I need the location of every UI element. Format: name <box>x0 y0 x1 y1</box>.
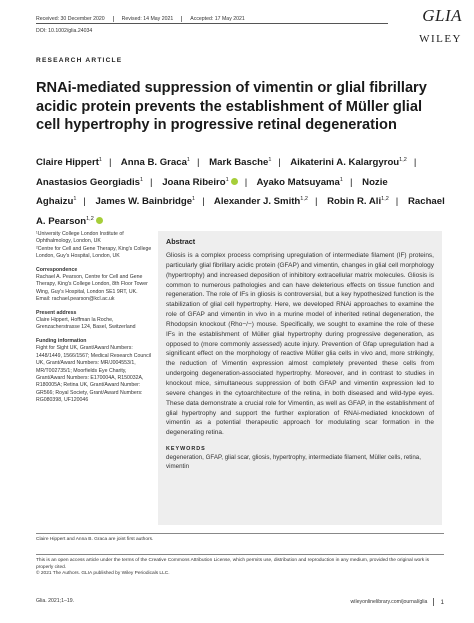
correspondence-heading: Correspondence <box>36 266 78 273</box>
doi-link[interactable]: DOI: 10.1002/glia.24034 <box>36 28 93 34</box>
abstract-box <box>158 231 442 525</box>
divider <box>36 533 444 534</box>
funding-heading: Funding information <box>36 337 87 344</box>
abstract-heading: Abstract <box>166 237 196 246</box>
author[interactable]: Ayako Matsuyama$^1$ <box>256 176 343 188</box>
joint-author-note: Claire Hippert and Anna B. Graca are joint first authors. <box>36 537 154 542</box>
page-number: 1 <box>440 598 444 606</box>
abstract-text: Gliosis is a complex process comprising upregulation of intermediate filament (IF) proteins, particularly glial fibrillary acidic protein (GFAP) and vimentin, changes in glial cell morphology (hypertrophy) and increased deposition of inhibitory extracellular matrix molecules. Gliosis is common to numerous pathologies and can have deleterious effects on tissue function and regeneration. The role of IFs in gliosis is controversial, but a key hypothesized function is the stabilization of glial cell hypertrophy. Here, we developed RNAi approaches to examine the role of GFAP and vimentin in vivo in a murine model of inherited retinal degeneration, the Rhodopsin knockout (Rho−/−) mouse. Specifically, we sought to examine the role of these IFs in the establishment of Müller glial hypertrophy during progressive degeneration, as opposed to (more commonly assessed) acute injury. Prevention of Gfap upregulation had a significant effect on the morphology of reactive Müller glia cells in vivo and, more strikingly, the reduction of Vimentin expression almost completely prevented these cells from undergoing degeneration-associated hypertrophy. Moreover, and in contrast to studies in knockout mice, simultaneous suppression of both GFAP and vimentin expression led to severe changes in the cytoarchitecture of the retina, in both diseased and wild-type eyes. These data demonstrate a crucial role for Vimentin, as well as GFAP, in the establishment of glial hypertrophy and support the further exploration of RNAi-mediated knockdown of vimentin as a potential therapeutic approach for modulating scar formation in the degenerating retina. <box>166 252 434 437</box>
author[interactable]: Anastasios Georgiadis$^1$ <box>36 176 144 188</box>
affiliation-1: ¹University College London Institute of Ophthalmology, London, UK <box>36 231 124 245</box>
author[interactable]: Mark Basche$^1$ <box>209 157 272 169</box>
affiliation-2: ²Centre for Cell and Gene Therapy, King's College London, Guy's Hospital, London, UK <box>36 245 152 260</box>
license-text: This is an open access article under the terms of the Creative Commons Attribution License, which permits use, distribution and reproduction in any medium, provided the original work is properly cited. <box>36 558 430 570</box>
author[interactable]: James W. Bainbridge$^1$ <box>95 195 196 208</box>
author[interactable]: Joana Ribeiro$^1$ <box>162 177 238 188</box>
page-footer <box>36 598 444 606</box>
funding-text: Fight for Sight UK, Grant/Award Numbers: 1448/1449, 1566/1567; Medical Research Council UK, Grant/Award Numbers: MR/J004553/1, MR/T002735/1; Moorfields Eye Charity, Grant/Award Numbers: E170004A, R150032A, R180005A; Retina UK, Grant/Award Number: GR566; Royal Society, Grant/Award Numbers: RG080398, UF120046 <box>36 345 152 404</box>
author[interactable]: Aikaterini A. Kalargyrou$^{1,2}$ <box>290 157 407 169</box>
citation: Glia. 2021;1–19. <box>36 598 75 604</box>
publisher-logo: WILEY <box>419 33 462 45</box>
revised-date: Revised: 14 May 2021 <box>122 16 183 22</box>
accepted-date: Accepted: 17 May 2021 <box>190 16 245 22</box>
author[interactable]: Alexander J. Smith$^{1,2}$ <box>213 195 308 208</box>
divider <box>433 598 434 606</box>
keywords-list: degeneration, GFAP, glial scar, gliosis, hypertrophy, intermediate filament, Müller cells, retina, vimentin <box>166 454 421 470</box>
correspondence-text: Rachael A. Pearson, Centre for Cell and Gene Therapy, King's College London, 8th Floor Tower Wing, Guy's Hospital, London SE1 9RT, UK. <box>36 274 148 295</box>
correspondence-email[interactable]: Email: rachael.pearson@kcl.ac.uk <box>36 296 115 303</box>
author[interactable]: Nozie Aghaizu$^1$ <box>36 176 388 208</box>
journal-logo: GLIA <box>422 6 462 25</box>
author[interactable]: Rachael A. Pearson$^{1,2}$ <box>36 196 445 227</box>
present-address-text: Claire Hippert, Hoffman la Roche, Grenzacherstrasse 124, Basel, Switzerland <box>36 317 136 331</box>
author[interactable]: Anna B. Graca$^1$ <box>120 157 190 169</box>
copyright-text: © 2021 The Authors. GLIA published by Wiley Periodicals LLC. <box>36 571 170 577</box>
keywords-heading: KEYWORDS <box>166 446 206 453</box>
section-label: RESEARCH ARTICLE <box>36 57 123 64</box>
license-note <box>36 558 444 578</box>
submission-dates <box>36 10 464 24</box>
divider <box>36 554 444 555</box>
author-list: Claire Hippert$^1$ | Anna B. Graca$^1$ | Mark Basche$^1$ | Aikaterini A. Kalargyrou$^{1,2}$ | Anastasios Georgiadis$^1$ | Joana Ribeiro$^1$ | Ayako Matsuyama$^1$ | Nozie Aghaizu$^1$ | James W. Bainbridge$^1$ | Alexander J. Smith$^{1,2}$ | Robin R. Ali$^{1,2}$ | Rachael A. Pearson$^{1,2}$ <box>36 157 445 227</box>
journal-url[interactable]: wileyonlinelibrary.com/journal/glia <box>350 599 428 605</box>
article-info-column <box>36 231 154 405</box>
present-address-heading: Present address <box>36 309 77 316</box>
received-date: Received: 30 December 2020 <box>36 16 114 22</box>
orcid-icon[interactable] <box>96 217 103 224</box>
article-title: RNAi-mediated suppression of vimentin or glial fibrillary acidic protein prevents the establishment of Müller glial cell hypertrophy in progressive retinal degeneration <box>36 80 427 133</box>
orcid-icon[interactable] <box>231 178 238 185</box>
author[interactable]: Robin R. Ali$^{1,2}$ <box>327 195 389 208</box>
author[interactable]: Claire Hippert$^1$ <box>36 157 102 169</box>
